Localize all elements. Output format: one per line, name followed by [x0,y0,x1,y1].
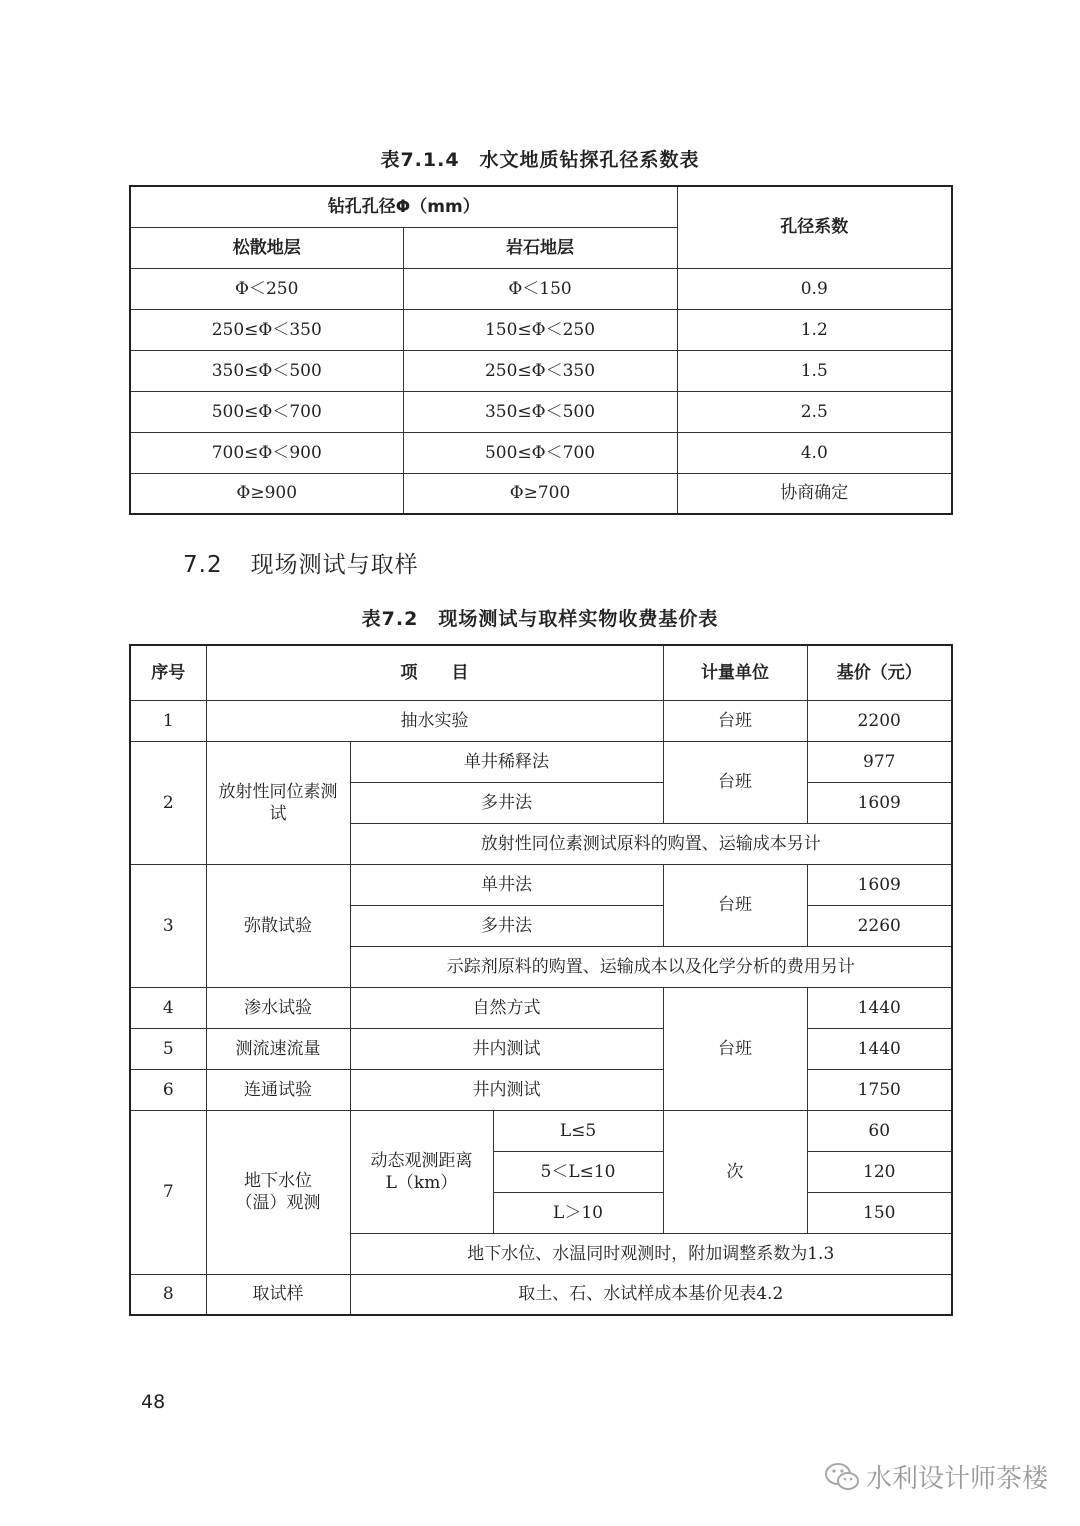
row-number: 4 [130,987,206,1028]
method-cell: 井内测试 [350,1069,663,1110]
table2-caption: 表7.2 现场测试与取样实物收费基价表 [361,608,719,630]
table-header-row [130,186,952,227]
row-number: 3 [130,864,206,987]
item-header: 项 目 [206,645,663,700]
row-number: 1 [130,700,206,741]
coef-cell: 1.5 [677,350,952,391]
distance-cell: L＞10 [493,1192,663,1233]
price-cell: 1750 [807,1069,952,1110]
loose-cell: 500≤Φ＜700 [130,391,403,432]
row-number: 7 [130,1110,206,1274]
note-cell: 示踪剂原料的购置、运输成本以及化学分析的费用另计 [350,946,952,987]
distance-label-line: 动态观测距离 [370,1150,473,1171]
borehole-coefficient-table [129,185,953,515]
section-heading [183,546,419,579]
loose-cell: Φ≥900 [130,473,403,514]
item-cell: 抽水实验 [206,700,663,741]
table-row [130,268,952,309]
table-row [130,350,952,391]
method-cell: 单井法 [350,864,663,905]
table-row [130,1274,952,1315]
distance-label-cell [350,1110,493,1233]
unit-cell: 台班 [663,987,807,1110]
item-line: 地下水位 [244,1171,312,1191]
coefficient-header: 孔径系数 [677,186,952,268]
price-cell: 1440 [807,1028,952,1069]
unit-cell: 台班 [663,864,807,946]
table-row [130,473,952,514]
coef-cell: 4.0 [677,432,952,473]
watermark [824,1458,1048,1495]
rock-cell: 500≤Φ＜700 [403,432,677,473]
distance-label-line: L（km） [385,1172,458,1193]
method-cell: 井内测试 [350,1028,663,1069]
unit-cell: 台班 [663,741,807,823]
row-number: 5 [130,1028,206,1069]
table-row [130,1110,952,1151]
note-cell: 地下水位、水温同时观测时，附加调整系数为1.3 [350,1233,952,1274]
watermark-text: 水利设计师茶楼 [865,1464,1048,1494]
note-cell: 放射性同位素测试原料的购置、运输成本另计 [350,823,952,864]
table-header-row [130,645,952,700]
item-cell: 弥散试验 [206,864,350,987]
unit-header: 计量单位 [663,645,807,700]
table-row [130,1028,952,1069]
distance-cell: L≤5 [493,1110,663,1151]
coef-cell: 1.2 [677,309,952,350]
loose-cell: 250≤Φ＜350 [130,309,403,350]
method-cell: 多井法 [350,905,663,946]
rock-cell: 350≤Φ＜500 [403,391,677,432]
rock-cell: Φ≥700 [403,473,677,514]
coef-cell: 0.9 [677,268,952,309]
diameter-header: 钻孔孔径Φ（mm） [130,186,677,227]
table-row [130,741,952,782]
rock-cell: 150≤Φ＜250 [403,309,677,350]
price-cell: 60 [807,1110,952,1151]
item-cell: 放射性同位素测试 [206,741,350,864]
row-number: 6 [130,1069,206,1110]
page-number: 48 [141,1391,166,1413]
item-line: （温）观测 [235,1193,321,1213]
table1-caption: 表7.1.4 水文地质钻探孔径系数表 [380,149,700,171]
price-cell: 977 [807,741,952,782]
price-cell: 150 [807,1192,952,1233]
loose-stratum-header: 松散地层 [130,227,403,268]
rock-cell: 250≤Φ＜350 [403,350,677,391]
table-row [130,700,952,741]
unit-cell: 台班 [663,700,807,741]
loose-cell: 700≤Φ＜900 [130,432,403,473]
coef-cell: 协商确定 [677,473,952,514]
table-row [130,309,952,350]
section-number: 7.2 [183,552,223,578]
price-cell: 1440 [807,987,952,1028]
rock-stratum-header: 岩石地层 [403,227,677,268]
price-cell: 1609 [807,864,952,905]
method-cell: 单井稀释法 [350,741,663,782]
section-title-text: 现场测试与取样 [250,552,419,578]
distance-cell: 5＜L≤10 [493,1151,663,1192]
item-cell: 测流速流量 [206,1028,350,1069]
method-cell: 多井法 [350,782,663,823]
row-number: 8 [130,1274,206,1315]
price-header: 基价（元） [807,645,952,700]
table-row [130,864,952,905]
row-number: 2 [130,741,206,864]
price-cell: 120 [807,1151,952,1192]
item-cell: 取试样 [206,1274,350,1315]
item-cell: 渗水试验 [206,987,350,1028]
field-test-price-table [129,644,953,1316]
wechat-icon [824,1462,860,1492]
item-cell [206,1110,350,1274]
rock-cell: Φ＜150 [403,268,677,309]
table-row [130,432,952,473]
method-cell: 自然方式 [350,987,663,1028]
unit-cell: 次 [663,1110,807,1233]
price-cell: 2260 [807,905,952,946]
item-cell: 连通试验 [206,1069,350,1110]
note-cell: 取土、石、水试样成本基价见表4.2 [350,1274,952,1315]
loose-cell: Φ＜250 [130,268,403,309]
no-header: 序号 [130,645,206,700]
table-row [130,391,952,432]
price-cell: 2200 [807,700,952,741]
coef-cell: 2.5 [677,391,952,432]
loose-cell: 350≤Φ＜500 [130,350,403,391]
price-cell: 1609 [807,782,952,823]
table-row [130,987,952,1028]
table-row [130,1069,952,1110]
